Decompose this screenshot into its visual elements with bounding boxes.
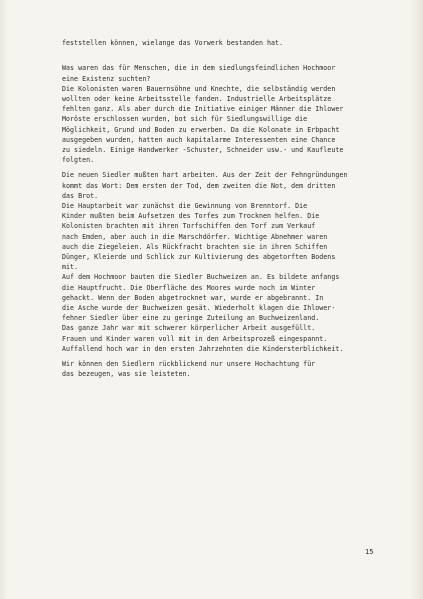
text-line: auch die Ziegeleien. Als Rückfracht brachten sie in ihren Schiffen [62,242,328,251]
body-text [62,38,392,379]
text-line: die Hauptfrucht. Die Oberfläche des Moores wurde noch im Winter [62,283,316,292]
text-line: zu siedeln. Einige Handwerker -Schuster, Schneider usw.- und Kaufleute [62,146,344,155]
text-line: Was waren das für Menschen, die in dem siedlungsfeindlichen Hochmoor [62,64,336,73]
text-line: das Brot. [62,191,99,200]
text-line: mit. [62,263,79,272]
page-number: 15 [365,548,374,556]
text-line: Wir können den Siedlern rückblickend nur unsere Hochachtung für [62,360,316,369]
text-line: Moröste erschlossen wurden, bot sich für Siedlungswillige die [62,115,308,124]
text-line: fehlten ganz. Als aber durch die Initiative einiger Männer die Ihlower [62,105,344,114]
text-line: Das ganze Jahr war mit schwerer körperlicher Arbeit ausgefüllt. [62,324,316,333]
text-line: Kolonisten brachten mit ihren Torfschiffen den Torf zum Verkauf [62,222,316,231]
text-line: fehner Siedler über eine zu geringe Zuteilung an Buchweizenland. [62,314,320,323]
text-line: Frauen und Kinder waren voll mit in den Arbeitsprozeß eingespannt. [62,334,328,343]
text-line: Auffallend hoch war in den ersten Jahrzehnten die Kindersterblichkeit. [62,344,344,353]
text-line: kommt das Wort: Dem ersten der Tod, dem zweiten die Not, dem dritten [62,181,336,190]
text-line: das bezeugen, was sie leisteten. [62,370,191,379]
text-line: folgten. [62,156,95,165]
paragraph-gap [62,48,392,58]
text-line: ausgegeben wurden, hatten auch kapitalarme Interessenten eine Chance [62,135,336,144]
text-line: feststellen können, wielange das Vorwerk bestanden hat. [62,39,284,47]
text-line: gehackt. Wenn der Boden abgetrocknet war, wurde er abgebrannt. In [62,293,324,302]
text-line: die Asche wurde der Buchweizen gesät. Wiederholt klagen die Ihlower- [62,304,336,313]
text-line: wollten oder keine Arbeitsstelle fanden. Industrielle Arbeitsplätze [62,95,332,103]
text-line: Dünger, Kleierde und Schlick zur Kultivierung des abgetorften Bodens [62,253,336,262]
text-line: Die neuen Siedler mußten hart arbeiten. Aus der Zeit der Fehngründungen [62,171,348,180]
text-line: Möglichkeit, Grund und Boden zu erwerben. Da die Kolonate in Erbpacht [62,125,340,134]
text-line: Die Kolonisten waren Bauernsöhne und Knechte, die selbständig werden [62,84,336,93]
text-line: Die Hauptarbeit war zunächst die Gewinnung von Brenntorf. Die [62,202,308,211]
text-line: eine Existenz suchten? [62,74,151,83]
text-line: Kinder mußten beim Aufsetzen des Torfes zum Trocknen helfen. Die [62,212,320,221]
text-line: nach Emden, aber auch in die Marschdörfer. Wichtige Abnehmer waren [62,232,328,241]
text-line: Auf dem Hochmoor bauten die Siedler Buchweizen an. Es bildete anfangs [62,273,340,282]
